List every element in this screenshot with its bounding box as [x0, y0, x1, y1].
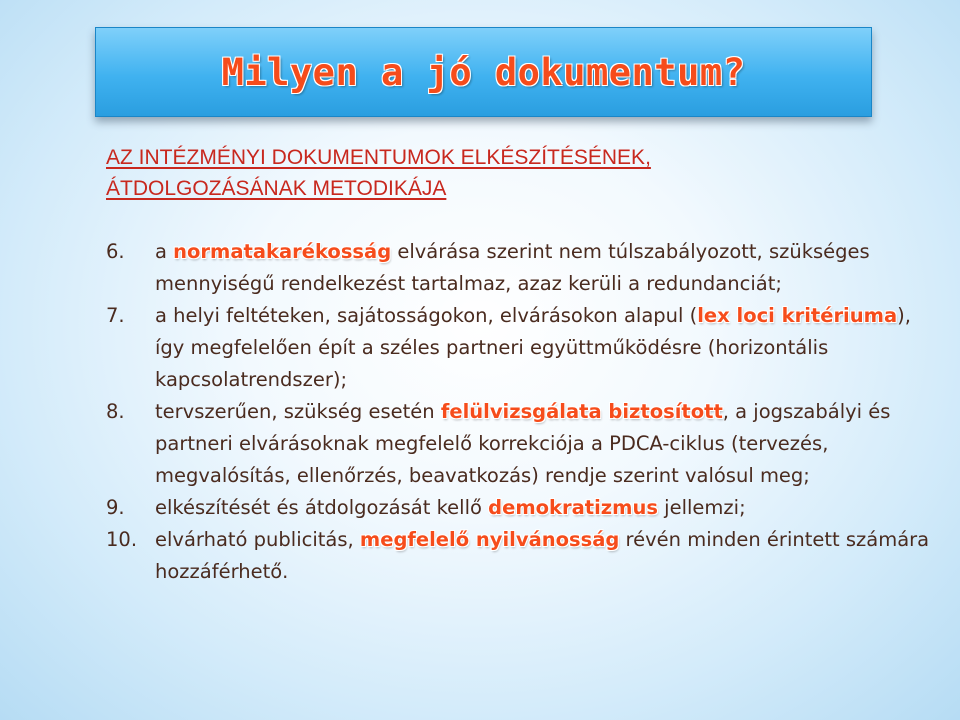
subtitle-line-2: ÁTDOLGOZÁSÁNAK METODIKÁJA [106, 177, 447, 200]
list-item [106, 300, 946, 396]
item-number: 9. [106, 496, 125, 519]
list-item [106, 396, 946, 492]
item-text-post: ), így megfelelően épít a széles partneri együttműködésre (horizontális kapcsolatrendszer); [155, 304, 911, 391]
item-keyword: megfelelő nyilvánosság [359, 528, 620, 551]
item-text-pre: a [155, 240, 174, 263]
item-text-post: jellemzi; [657, 496, 746, 519]
subtitle [106, 142, 726, 204]
item-keyword: demokratizmus [488, 496, 658, 519]
item-text-pre: a helyi feltéteken, sajátosságokon, elvárásokon alapul ( [155, 304, 698, 327]
list-item [106, 524, 946, 588]
slide-title: Milyen a jó dokumentum? [221, 50, 746, 94]
item-text-post: révén minden érintett számára hozzáférhető. [155, 528, 930, 583]
numbered-list [106, 236, 946, 588]
item-text-pre: tervszerűen, szükség esetén [155, 400, 441, 423]
item-number: 8. [106, 400, 125, 423]
subtitle-line-1: AZ INTÉZMÉNYI DOKUMENTUMOK ELKÉSZÍTÉSÉNEK, [106, 146, 651, 169]
item-number: 10. [106, 528, 138, 551]
item-text-pre: elvárható publicitás, [155, 528, 360, 551]
item-number: 7. [106, 304, 125, 327]
title-bar [95, 27, 872, 117]
item-text-pre: elkészítését és átdolgozását kellő [155, 496, 489, 519]
item-number: 6. [106, 240, 125, 263]
item-keyword: felülvizsgálata biztosított [440, 400, 723, 423]
item-keyword: normatakarékosság [173, 240, 392, 263]
item-keyword: lex loci kritériuma [697, 304, 898, 327]
list-item [106, 236, 946, 300]
list-item [106, 492, 946, 524]
item-text-post: elvárása szerint nem túlszabályozott, szükséges mennyiségű rendelkezést tartalmaz, azaz kerüli a redundanciát; [155, 240, 870, 295]
item-text-post: , a jogszabályi és partneri elvárásoknak megfelelő korrekciója a PDCA-ciklus (tervezés, megvalósítás, ellenőrzés, beavatkozás) rendje szerint valósul meg; [155, 400, 891, 487]
